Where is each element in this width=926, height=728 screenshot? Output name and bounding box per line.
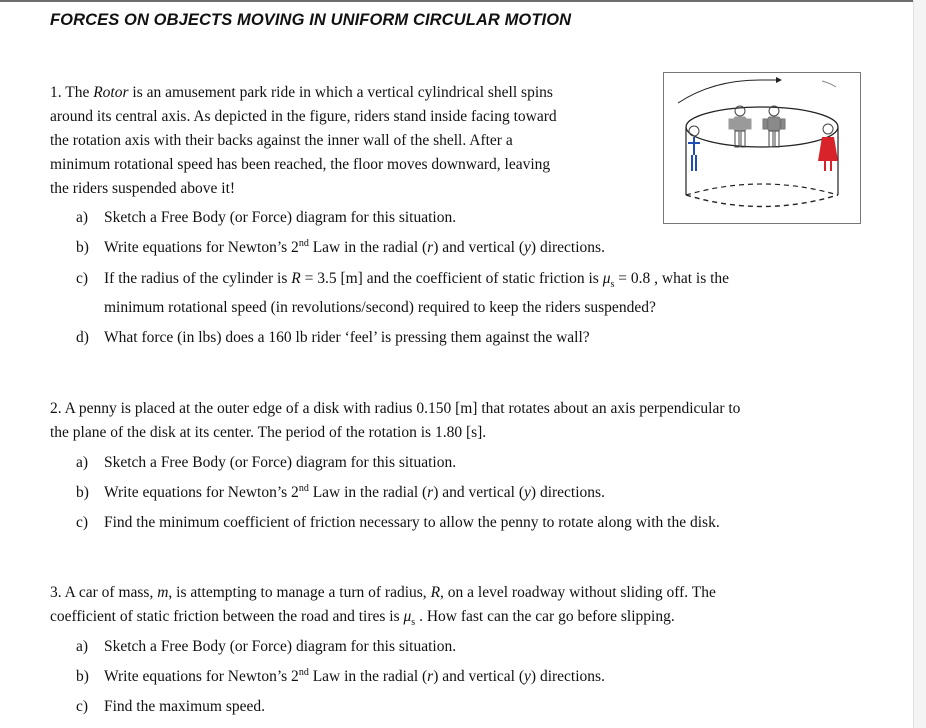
problem-1a: a) Sketch a Free Body (or Force) diagram for this situation. bbox=[76, 209, 457, 226]
problem-1-text: 1. The Rotor is an amusement park ride in which a vertical cylindrical shell spins around its central axis. As depicted in the figure, riders stand inside facing toward the rotation axis with their backs against the inner wall of the shell. After a minimum rotational speed has been reached, the floor moves downward, leaving the riders suspended above it! bbox=[50, 84, 557, 197]
gray-rider-1 bbox=[729, 106, 751, 147]
problem-3-text: 3. A car of mass, m, is attempting to manage a turn of radius, R, on a level roadway without sliding off. The coefficient of static friction between the road and tires is $\mu_s$ . How fast can the car go before slipping. bbox=[50, 584, 716, 629]
problem-3a: a) Sketch a Free Body (or Force) diagram for this situation. bbox=[76, 638, 457, 655]
problem-1d: d) What force (in lbs) does a 160 lb rider ‘feel’ is pressing them against the wall? bbox=[76, 329, 590, 346]
rotor-ride-figure bbox=[663, 72, 861, 224]
page-title: FORCES ON OBJECTS MOVING IN UNIFORM CIRCULAR MOTION bbox=[50, 11, 572, 29]
problem-2a: a) Sketch a Free Body (or Force) diagram for this situation. bbox=[76, 454, 457, 471]
top-rule bbox=[0, 0, 913, 2]
problem-2b: b) Write equations for Newton’s 2nd Law in the radial (r) and vertical (y) directions. bbox=[76, 482, 605, 501]
red-rider bbox=[818, 124, 838, 171]
vertical-scrollbar[interactable] bbox=[913, 0, 926, 728]
problem-3b: b) Write equations for Newton’s 2nd Law in the radial (r) and vertical (y) directions. bbox=[76, 666, 605, 685]
problem-1b: b) Write equations for Newton’s 2nd Law in the radial (r) and vertical (y) directions. bbox=[76, 237, 605, 256]
problem-1c-line2: minimum rotational speed (in revolutions/second) required to keep the riders suspended? bbox=[104, 299, 656, 316]
blue-rider bbox=[688, 126, 700, 171]
problem-3c: c) Find the maximum speed. bbox=[76, 698, 266, 715]
gray-rider-2 bbox=[763, 106, 785, 147]
problem-2-text: 2. A penny is placed at the outer edge of a disk with radius 0.150 [m] that rotates about an axis perpendicular to the plane of the disk at its center. The period of the rotation is 1.80 [s]. bbox=[50, 400, 741, 441]
problem-2c: c) Find the minimum coefficient of friction necessary to allow the penny to rotate along with the disk. bbox=[76, 514, 720, 531]
problem-1c: c) If the radius of the cylinder is R = 3.5 [m] and the coefficient of static friction is $\mu_s = 0.8$ , what is the bbox=[76, 270, 730, 291]
